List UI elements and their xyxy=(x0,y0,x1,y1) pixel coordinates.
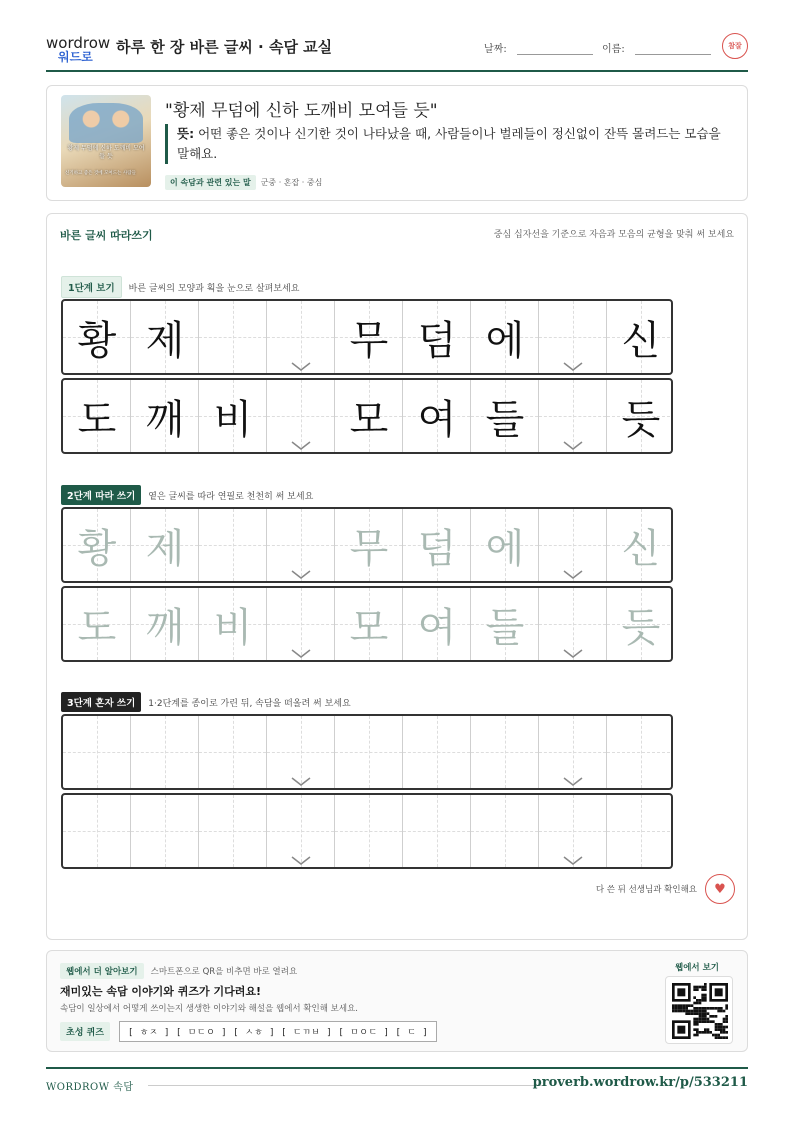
illustration-caption: 황제 무덤에 신하 도깨비 모여들 듯 xyxy=(67,145,145,160)
grid-cell[interactable] xyxy=(403,716,471,788)
grid-glyph: 도 xyxy=(77,604,117,651)
grid-cell[interactable] xyxy=(471,795,539,867)
grid-glyph: 깨 xyxy=(145,396,185,443)
practice-hint: 중심 십자선을 기준으로 자음과 모음의 균형을 맞춰 써 보세요 xyxy=(493,230,734,240)
step1-row-2 xyxy=(61,378,673,454)
name-field xyxy=(602,40,711,55)
grid-cell[interactable] xyxy=(403,509,471,581)
grid-glyph: 무 xyxy=(349,525,389,572)
step1-header xyxy=(61,276,299,298)
grid-glyph: 들 xyxy=(485,396,525,443)
seal-text: 참잘 xyxy=(728,42,742,50)
related-words xyxy=(165,175,322,190)
grid-cell xyxy=(335,301,403,373)
grid-glyph: 들 xyxy=(485,604,525,651)
grid-glyph: 여 xyxy=(417,396,457,443)
grid-cell[interactable] xyxy=(403,795,471,867)
page-title: 하루 한 장 바른 글씨 · 속담 교실 xyxy=(116,38,333,56)
step1-row-1 xyxy=(61,299,673,375)
grid-cell xyxy=(335,380,403,452)
grid-glyph: 비 xyxy=(213,396,253,443)
grid-glyph: 황 xyxy=(77,525,117,572)
space-mark-icon xyxy=(291,644,311,654)
chosung-quiz xyxy=(60,1021,437,1042)
grid-cell[interactable] xyxy=(471,588,539,660)
grid-cell xyxy=(403,301,471,373)
qr-code-graphic xyxy=(672,983,728,1039)
grid-glyph: 에 xyxy=(485,317,525,364)
grid-cell xyxy=(471,301,539,373)
quiz-box: [ ㅎㅈ ] [ ㅁㄷㅇ ] [ ㅅㅎ ] [ ㄷㄲㅂ ] [ ㅁㅇㄷ ] [ ㄷ ] xyxy=(119,1021,437,1042)
grid-cell xyxy=(267,301,335,373)
grid-glyph: 황 xyxy=(77,317,117,364)
grid-glyph: 덤 xyxy=(417,317,457,364)
grid-glyph: 모 xyxy=(349,604,389,651)
space-mark-icon xyxy=(563,565,583,575)
grid-cell xyxy=(539,301,607,373)
space-mark-icon xyxy=(563,436,583,446)
proverb-meaning xyxy=(165,124,725,164)
grid-cell[interactable] xyxy=(199,716,267,788)
step1-desc: 바른 글씨의 모양과 획을 눈으로 살펴보세요 xyxy=(128,283,300,294)
related-label: 이 속담과 관련 있는 말 xyxy=(165,175,256,190)
grid-cell[interactable] xyxy=(335,588,403,660)
name-input-line[interactable] xyxy=(635,43,711,55)
grid-cell[interactable] xyxy=(607,795,673,867)
grid-cell[interactable] xyxy=(63,588,131,660)
space-mark-icon xyxy=(563,644,583,654)
page-footer xyxy=(46,1067,748,1097)
qr-code-icon[interactable] xyxy=(665,976,733,1044)
space-mark-icon xyxy=(291,565,311,575)
grid-cell xyxy=(471,380,539,452)
wordrow-logo xyxy=(46,34,111,64)
grid-cell[interactable] xyxy=(131,795,199,867)
teacher-check xyxy=(596,874,735,904)
grid-cell[interactable] xyxy=(199,509,267,581)
step2-row-1[interactable] xyxy=(61,507,673,583)
grid-cell[interactable] xyxy=(335,509,403,581)
checked-text: 다 쓴 뒤 선생님과 확인해요 xyxy=(595,885,697,895)
grid-glyph: 여 xyxy=(417,604,457,651)
grid-cell xyxy=(607,380,673,452)
grid-cell[interactable] xyxy=(471,509,539,581)
grid-cell xyxy=(199,380,267,452)
grid-cell[interactable] xyxy=(335,716,403,788)
grid-cell xyxy=(63,380,131,452)
grid-glyph: 비 xyxy=(213,604,253,651)
step2-desc: 옅은 글씨를 따라 연필로 천천히 써 보세요 xyxy=(148,491,314,502)
grid-glyph: 무 xyxy=(349,317,389,364)
step3-header xyxy=(61,692,351,712)
grid-glyph: 덤 xyxy=(417,525,457,572)
space-mark-icon xyxy=(291,851,311,861)
grid-glyph: 신 xyxy=(621,317,661,364)
grid-cell[interactable] xyxy=(267,716,335,788)
step2-badge: 2단계 따라 쓰기 xyxy=(61,485,141,505)
grid-glyph xyxy=(199,509,267,581)
space-mark-icon xyxy=(291,436,311,446)
grid-cell[interactable] xyxy=(63,795,131,867)
grid-glyph: 신 xyxy=(621,525,661,572)
footer-url[interactable]: proverb.wordrow.kr/p/533211 xyxy=(532,1075,748,1090)
grid-cell[interactable] xyxy=(607,588,673,660)
illustration-scene xyxy=(69,103,143,143)
grid-cell[interactable] xyxy=(63,509,131,581)
web-desc: 속담이 일상에서 어떻게 쓰이는지 생생한 이야기와 해설을 웹에서 확인해 보세요. xyxy=(60,1004,358,1014)
grid-cell xyxy=(131,301,199,373)
grid-cell[interactable] xyxy=(131,509,199,581)
step1-badge: 1단계 보기 xyxy=(61,276,122,298)
grid-cell[interactable] xyxy=(267,588,335,660)
grid-cell xyxy=(63,301,131,373)
grid-glyph: 제 xyxy=(145,317,185,364)
step2-row-2[interactable] xyxy=(61,586,673,662)
name-label: 이름: xyxy=(602,44,625,55)
grid-cell[interactable] xyxy=(539,509,607,581)
page-header xyxy=(46,30,748,72)
grid-cell xyxy=(267,380,335,452)
grid-cell[interactable] xyxy=(539,795,607,867)
illustration-subcaption: 신기하고 좋은 것에 모여드는 사람들 xyxy=(65,171,136,176)
grid-glyph: 듯 xyxy=(621,604,661,651)
grid-cell[interactable] xyxy=(539,716,607,788)
proverb-card xyxy=(46,85,748,201)
footer-brand: WORDROW 속담 xyxy=(46,1082,134,1093)
practice-section xyxy=(46,213,748,940)
grid-cell[interactable] xyxy=(63,716,131,788)
logo-text-bottom: 워드로 xyxy=(58,50,93,64)
grid-cell[interactable] xyxy=(131,588,199,660)
grid-cell[interactable] xyxy=(335,795,403,867)
grid-cell[interactable] xyxy=(267,795,335,867)
step2-header xyxy=(61,485,313,505)
meaning-label: 뜻: xyxy=(177,126,195,141)
web-tag-desc: 스마트폰으로 QR을 비추면 바로 열려요 xyxy=(150,967,298,977)
step3-badge: 3단계 혼자 쓰기 xyxy=(61,692,141,712)
grid-cell[interactable] xyxy=(131,716,199,788)
grid-glyph xyxy=(199,301,267,373)
grid-glyph: 도 xyxy=(77,396,117,443)
space-mark-icon xyxy=(563,357,583,367)
quiz-label: 초성 퀴즈 xyxy=(60,1022,110,1041)
related-list: 군중 · 혼잡 · 중심 xyxy=(260,178,323,187)
grid-glyph: 모 xyxy=(349,396,389,443)
web-headline: 재미있는 속담 이야기와 퀴즈가 기다려요! xyxy=(60,985,261,998)
footer-divider xyxy=(148,1085,544,1086)
grid-glyph: 에 xyxy=(485,525,525,572)
grid-cell[interactable] xyxy=(199,588,267,660)
grid-cell[interactable] xyxy=(607,716,673,788)
date-label: 날짜: xyxy=(484,44,507,55)
grid-glyph: 제 xyxy=(145,525,185,572)
proverb-illustration xyxy=(61,95,151,187)
logo-text-top: wordrow xyxy=(46,34,111,52)
grid-cell xyxy=(131,380,199,452)
web-tag-row xyxy=(60,963,297,979)
step3-desc: 1·2단계를 종이로 가린 뒤, 속담을 떠올려 써 보세요 xyxy=(148,698,351,709)
grid-cell xyxy=(199,301,267,373)
practice-title: 바른 글씨 따라쓰기 xyxy=(60,229,153,242)
grid-cell[interactable] xyxy=(199,795,267,867)
grid-glyph: 듯 xyxy=(621,396,661,443)
grid-cell[interactable] xyxy=(403,588,471,660)
meaning-text: 어떤 좋은 것이나 신기한 것이 나타났을 때, 사람들이나 벌레들이 정신없이 잔뜩 몰려드는 모습을 말해요. xyxy=(177,126,721,161)
grid-cell xyxy=(403,380,471,452)
grid-cell[interactable] xyxy=(267,509,335,581)
date-field xyxy=(484,40,593,55)
web-promo-box xyxy=(46,950,748,1052)
step3-row-1[interactable] xyxy=(61,714,673,790)
web-tag: 웹에서 더 알아보기 xyxy=(60,963,144,979)
grid-glyph: 깨 xyxy=(145,604,185,651)
step3-row-2[interactable] xyxy=(61,793,673,869)
space-mark-icon xyxy=(563,772,583,782)
heart-seal-icon: ♥ xyxy=(705,874,735,904)
grid-cell[interactable] xyxy=(471,716,539,788)
grid-cell[interactable] xyxy=(539,588,607,660)
grid-cell xyxy=(539,380,607,452)
space-mark-icon xyxy=(291,772,311,782)
space-mark-icon xyxy=(291,357,311,367)
grid-cell xyxy=(607,301,673,373)
grid-cell[interactable] xyxy=(607,509,673,581)
approval-seal-icon xyxy=(722,33,748,59)
date-input-line[interactable] xyxy=(517,43,593,55)
proverb-title: "황제 무덤에 신하 도깨비 모여들 듯" xyxy=(165,101,438,121)
qr-label: 웹에서 보기 xyxy=(674,963,719,973)
space-mark-icon xyxy=(563,851,583,861)
